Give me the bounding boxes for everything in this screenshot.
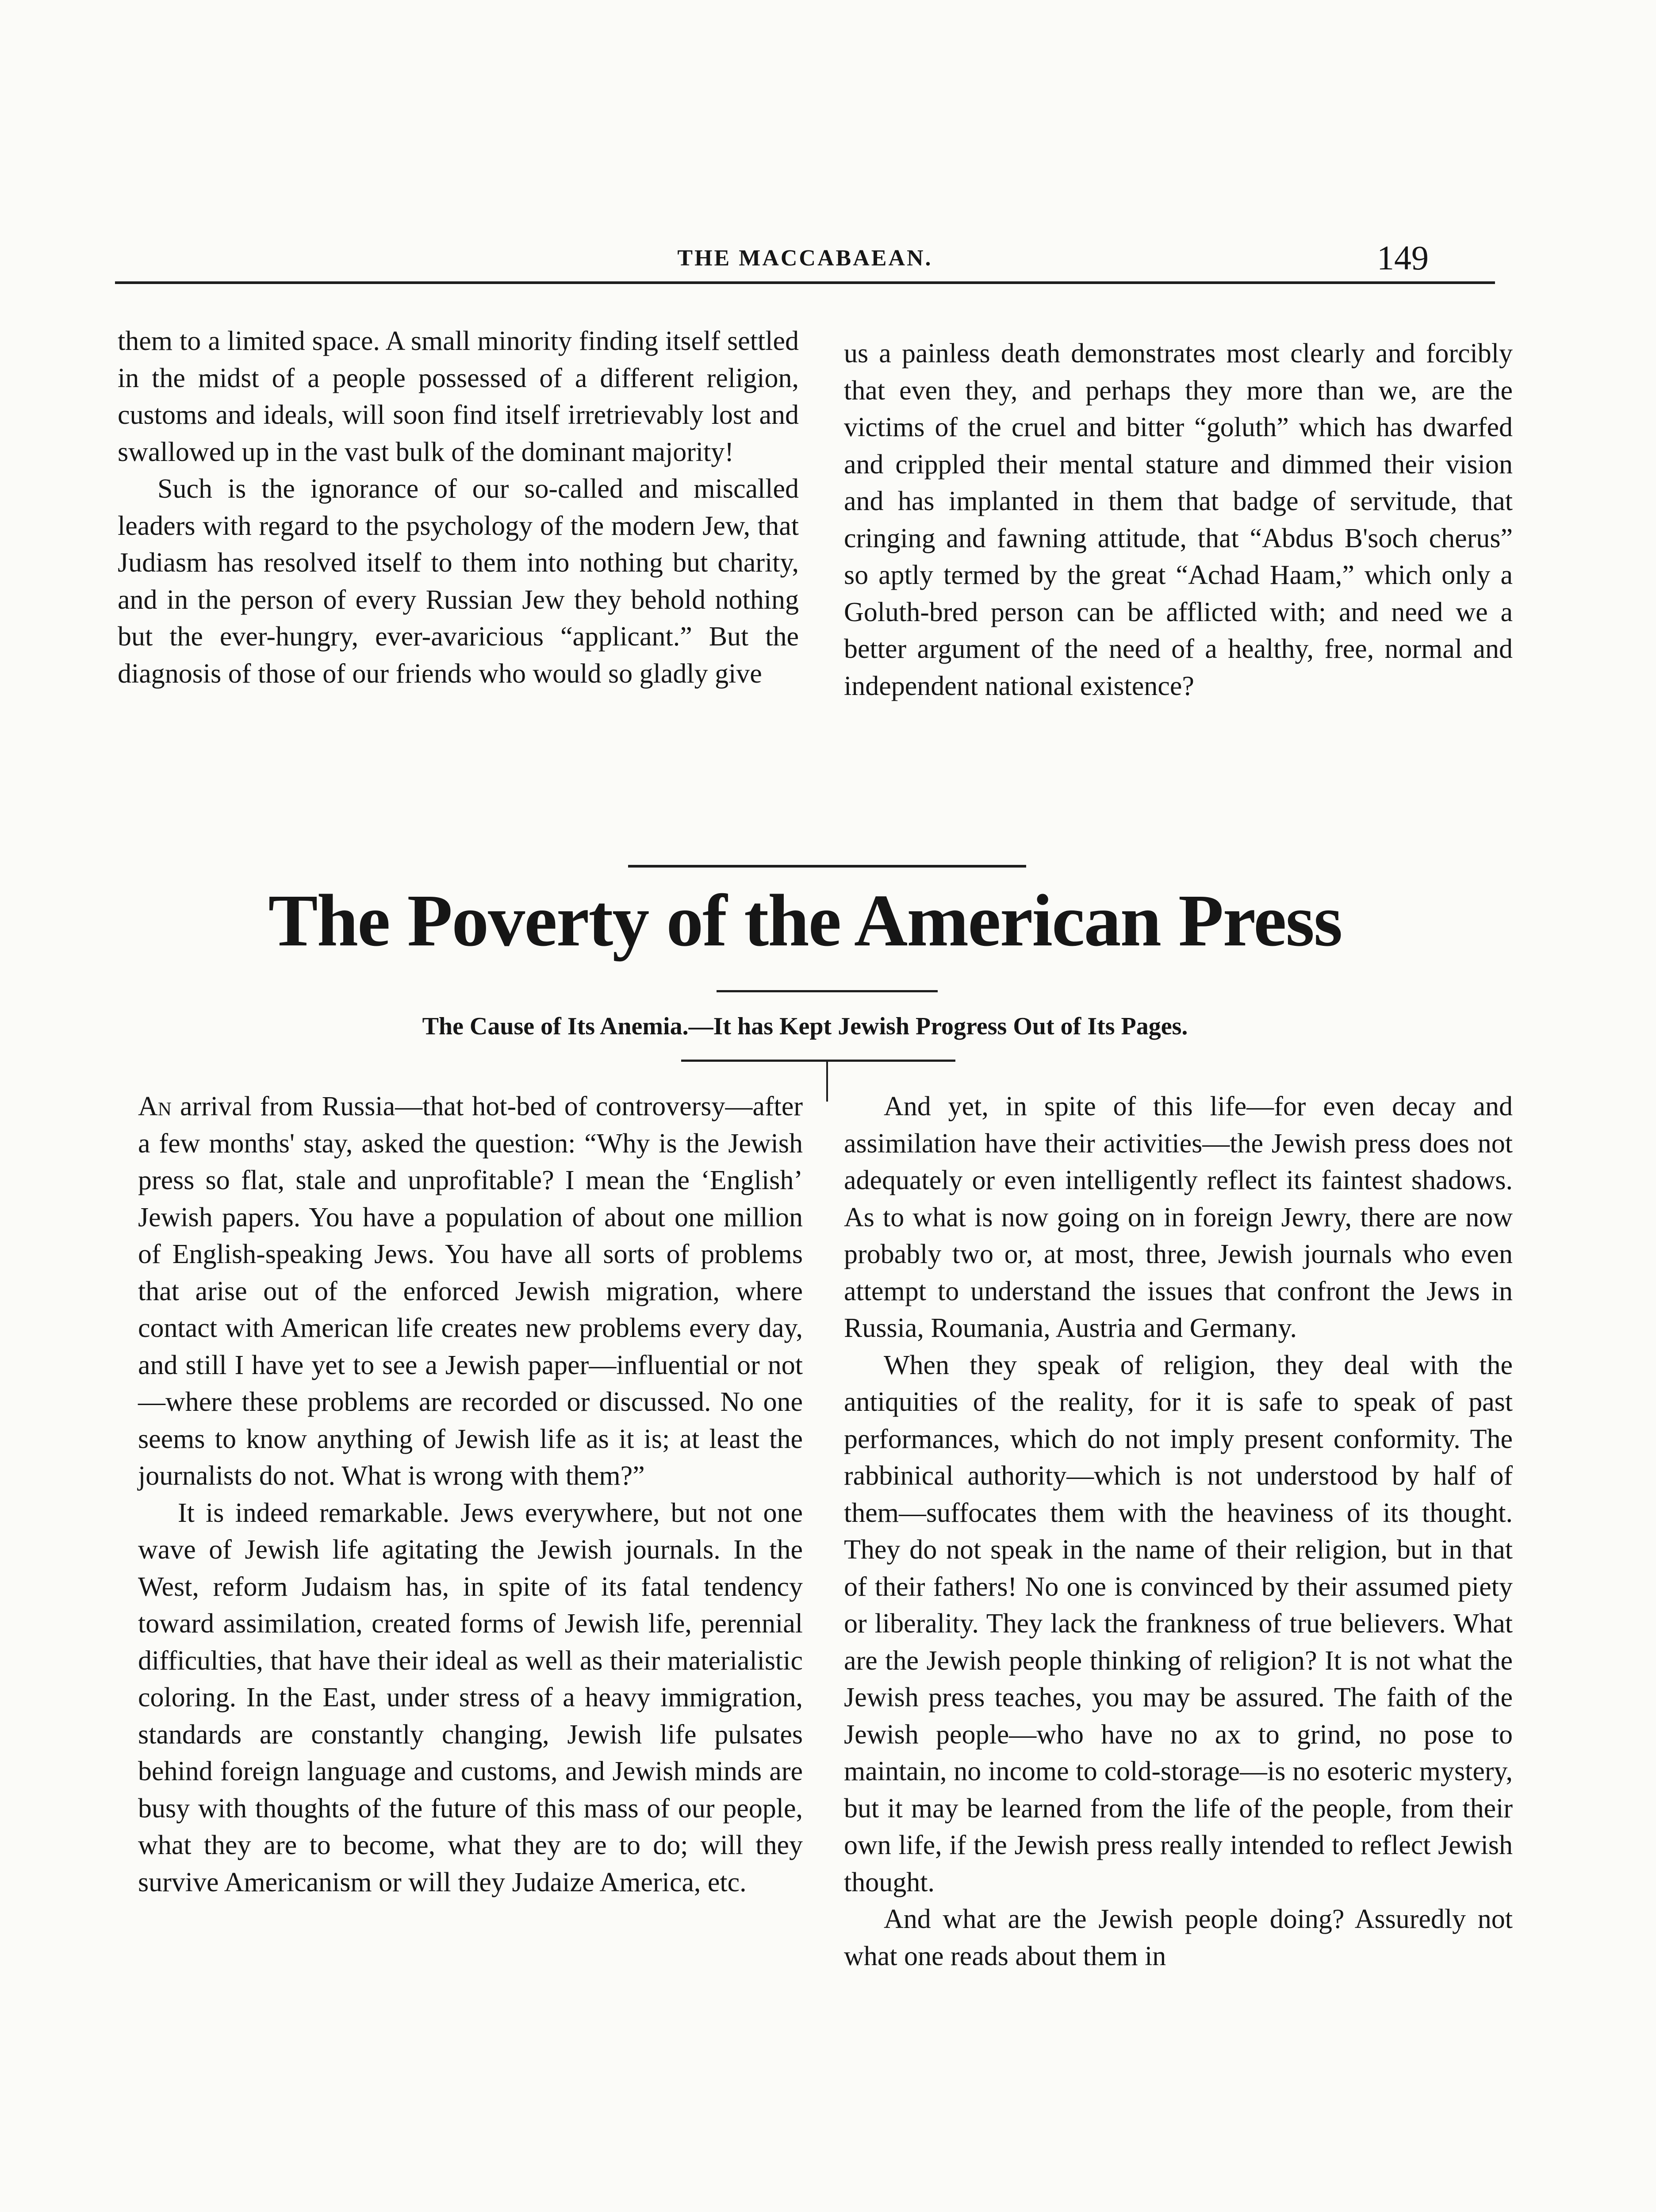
previous-article-right-column: [844, 335, 1513, 705]
paragraph: them to a limited space. A small minority finding itself settled in the midst of a people possessed of a different religion, customs and ideals, will soon find itself irretrievably lost and swallowed up in the vast bulk of the dominant majority!: [118, 326, 799, 467]
page-number: 149: [1377, 238, 1429, 277]
paragraph: [138, 1088, 803, 1495]
article-left-column: [138, 1088, 803, 1901]
paragraph: It is indeed remarkable. Jews everywhere, but not one wave of Jewish life agitating the Jewish journals. In the West, reform Judaism has, in spite of its fatal tendency toward assimilation, created forms of Jewish life, perennial difficulties, that have their ideal as well as their materialistic coloring. In the East, under stress of a heavy immigration, standards are constantly changing, Jewish life pulsates behind foreign language and customs, and Jewish minds are busy with thoughts of the future of this mass of our people, what they are to become, what they are to do; will they survive Americanism or will they Judaize America, etc.: [138, 1498, 803, 1897]
running-title: THE MACCABAEAN.: [677, 246, 933, 271]
previous-article-left-column: [118, 323, 799, 692]
section-divider: [628, 865, 1026, 868]
title-rule: [717, 990, 938, 992]
lead-small-caps: An: [138, 1091, 172, 1121]
subtitle-rule: [681, 1060, 955, 1062]
paragraph-text: arrival from Russia—that hot-bed of controversy—after a few months' stay, asked the question: “Why is the Jewish press so flat, stale and unprofitable? I mean the ‘English’ Jewish papers. You have a population of about one million of English-speaking Jews. You have all sorts of problems that arise out of the enforced Jewish migration, where contact with American life creates new problems every day, and still I have yet to see a Jewish paper—influential or not—where these problems are recorded or discussed. No one seems to know anything of Jewish life as it is; at least the journalists do not. What is wrong with them?”: [138, 1091, 803, 1491]
paragraph: When they speak of religion, they deal with the antiquities of the reality, for it is safe to speak of past performances, which do not imply present conformity. The rabbinical authority—which is not understood by half of them—suffocates them with the heaviness of its thought. They do not speak in the name of their religion, but in that of their fathers! No one is convinced by their assumed piety or liberality. They lack the frankness of true believers. What are the Jewish people thinking of religion? It is not what the Jewish press teaches, you may be assured. The faith of the Jewish people—who have no ax to grind, no pose to maintain, no income to cold-storage—is no esoteric mystery, but it may be learned from the life of the people, from their own life, if the Jewish press really intended to reflect Jewish thought.: [844, 1350, 1513, 1897]
article-subtitle: The Cause of Its Anemia.—It has Kept Jewish Progress Out of Its Pages.: [422, 1013, 1188, 1040]
paragraph: And what are the Jewish people doing? Assuredly not what one reads about them in: [844, 1904, 1513, 1971]
page-header: [115, 237, 1495, 284]
article-right-column: [844, 1088, 1513, 1975]
column-divider: [826, 1062, 828, 1102]
paragraph: Such is the ignorance of our so-called and miscalled leaders with regard to the psychology of the modern Jew, that Judiasm has resolved itself to them into nothing but charity, and in the person of every Russian Jew they behold nothing but the ever-hungry, ever-avaricious “applicant.” But the diagnosis of those of our friends who would so gladly give: [118, 474, 799, 689]
paragraph: And yet, in spite of this life—for even decay and assimilation have their activities—the Jewish press does not adequately or even intelligently reflect its faintest shadows. As to what is now going on in foreign Jewry, there are now probably two or, at most, three, Jewish journals who even attempt to understand the issues that confront the Jews in Russia, Roumania, Austria and Germany.: [844, 1091, 1513, 1343]
paragraph: us a painless death demonstrates most clearly and forcibly that even they, and perhaps they more than we, are the victims of the cruel and bitter “goluth” which has dwarfed and crippled their mental stature and dimmed their vision and has implanted in them that badge of servitude, that cringing and fawning attitude, that “Abdus B'soch cherus” so aptly termed by the great “Achad Haam,” which only a Goluth-bred person can be afflicted with; and need we a better argument of the need of a healthy, free, normal and independent national existence?: [844, 338, 1513, 701]
article-title: The Poverty of the American Press: [268, 879, 1342, 962]
